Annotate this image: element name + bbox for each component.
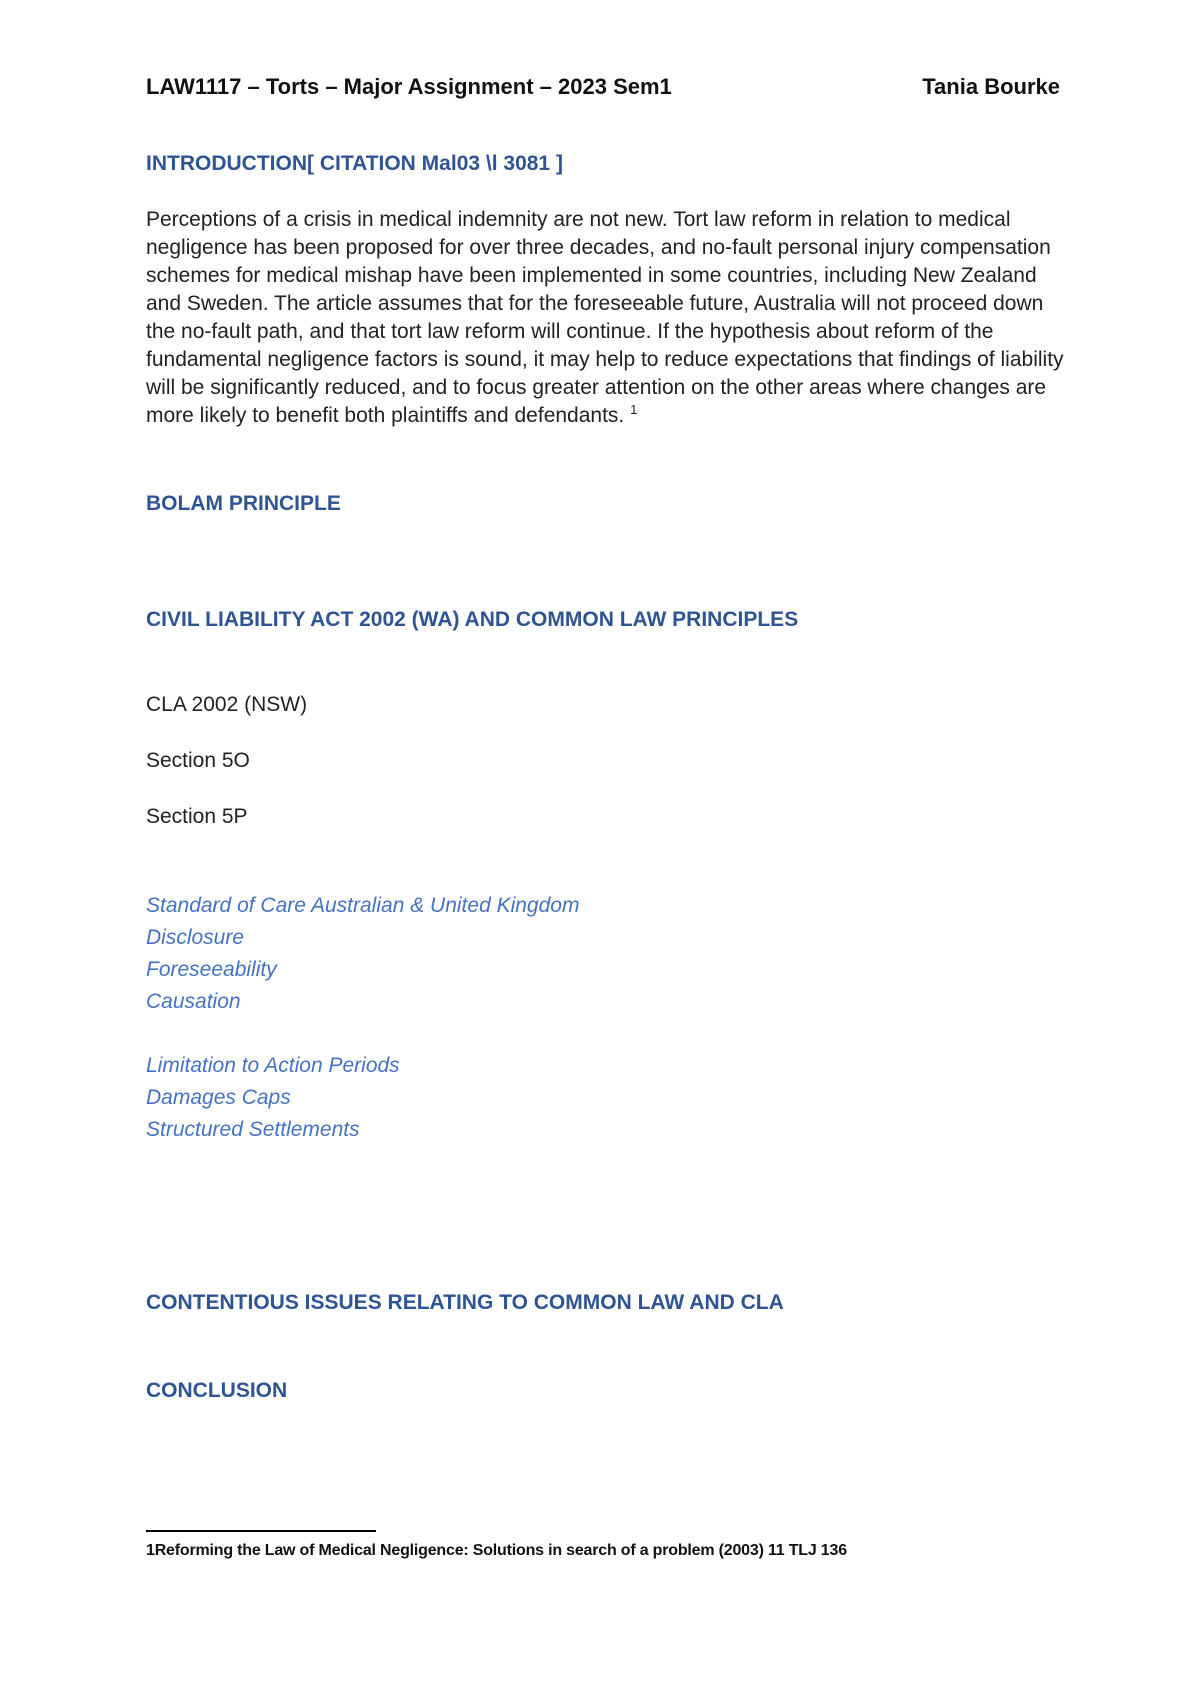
topic-item: Foreseeability xyxy=(146,958,277,981)
topic-list-1 xyxy=(146,890,579,1018)
footnote-reference: 1 xyxy=(630,402,638,417)
conclusion-heading: CONCLUSION xyxy=(146,1379,288,1402)
introduction-text: Perceptions of a crisis in medical indemnity are not new. Tort law reform in relation to medical negligence has been proposed for over three decades, and no-fault personal injury compensation schemes for medical mishap have been implemented in some countries, including New Zealand and Sweden. The article assumes that for the foreseeable future, Australia will not proceed down the no-fault path, and that tort law reform will continue. If the hypothesis about reform of the fundamental negligence factors is sound, it may help to reduce expectations that findings of liability will be significantly reduced, and to focus greater attention on the other areas where changes are more likely to benefit both plaintiffs and defendants. xyxy=(146,208,1064,427)
civil-liability-heading: CIVIL LIABILITY ACT 2002 (WA) AND COMMON LAW PRINCIPLES xyxy=(146,608,799,631)
bolam-heading: BOLAM PRINCIPLE xyxy=(146,492,341,515)
topic-item: Causation xyxy=(146,990,241,1013)
section-5p-item: Section 5P xyxy=(146,805,248,828)
introduction-heading: INTRODUCTION[ CITATION Mal03 \l 3081 ] xyxy=(146,152,563,175)
page-header xyxy=(146,74,1060,110)
footnote-separator xyxy=(146,1530,376,1532)
introduction-paragraph xyxy=(146,206,1066,430)
topic-item: Standard of Care Australian & United Kingdom xyxy=(146,894,580,917)
topic-item: Disclosure xyxy=(146,926,245,949)
topic-item: Structured Settlements xyxy=(146,1118,360,1141)
topic-list-2 xyxy=(146,1050,400,1146)
topic-item: Limitation to Action Periods xyxy=(146,1054,400,1077)
section-5o-item: Section 5O xyxy=(146,749,250,772)
topic-item: Damages Caps xyxy=(146,1086,291,1109)
header-course-title: LAW1117 – Torts – Major Assignment – 2023 Sem1 xyxy=(146,74,672,99)
cla-item: CLA 2002 (NSW) xyxy=(146,693,308,716)
contentious-issues-heading: CONTENTIOUS ISSUES RELATING TO COMMON LAW AND CLA xyxy=(146,1291,784,1314)
header-author: Tania Bourke xyxy=(922,74,1060,99)
footnote-text: 1Reforming the Law of Medical Negligence: Solutions in search of a problem (2003) 11 TLJ 136 xyxy=(146,1542,847,1559)
